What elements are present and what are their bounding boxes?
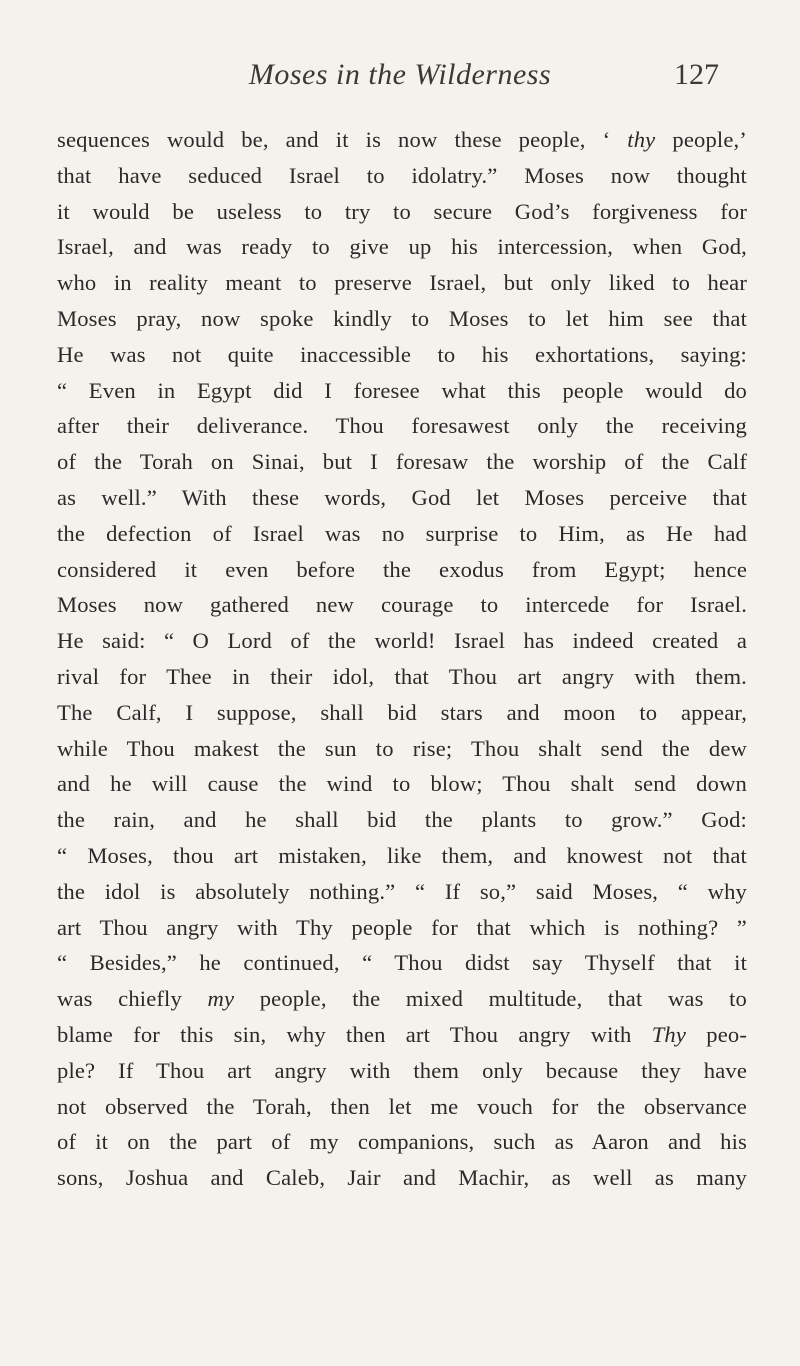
text-line: Moses now gathered new courage to intercede for Israel. xyxy=(57,592,747,618)
text-line: of the Torah on Sinai, but I foresaw the worship of the Calf xyxy=(57,449,747,475)
text-line: the idol is absolutely nothing.” “ If so,” said Moses, “ why xyxy=(57,878,747,904)
text-line: not observed the Torah, then let me vouch for the observance xyxy=(57,1093,747,1119)
text-line: was chiefly my people, the mixed multitude, that was to xyxy=(57,986,747,1012)
text-line: He was not quite inaccessible to his exhortations, saying: xyxy=(57,341,747,367)
text-line: sequences would be, and it is now these people, ‘ thy people,’ xyxy=(57,127,747,152)
text-line: considered it even before the exodus from Egypt; hence xyxy=(57,556,747,582)
text-line: “ Besides,” he continued, “ Thou didst say Thyself that it xyxy=(57,950,747,976)
page-number: 127 xyxy=(674,58,719,91)
text-line: the rain, and he shall bid the plants to grow.” God: xyxy=(57,807,747,833)
text-line: “ Moses, thou art mistaken, like them, and knowest not that xyxy=(57,842,747,868)
text-line: sons, Joshua and Caleb, Jair and Machir, as well as many xyxy=(57,1165,747,1191)
text-line: of it on the part of my companions, such as Aaron and his xyxy=(57,1129,747,1155)
text-line: that have seduced Israel to idolatry.” Moses now thought xyxy=(57,162,747,188)
text-line: while Thou makest the sun to rise; Thou shalt send the dew xyxy=(57,735,747,761)
text-line: blame for this sin, why then art Thou angry with Thy peo- xyxy=(57,1021,748,1047)
text-line: the defection of Israel was no surprise to Him, as He had xyxy=(57,520,747,546)
text-line: and he will cause the wind to blow; Thou shalt send down xyxy=(57,771,747,797)
running-header-title: Moses in the Wilderness xyxy=(248,58,552,91)
body-text xyxy=(57,122,747,1196)
text-line: art Thou angry with Thy people for that which is nothing? ” xyxy=(57,914,747,940)
text-line: He said: “ O Lord of the world! Israel has indeed created a xyxy=(57,628,747,654)
text-line: as well.” With these words, God let Moses perceive that xyxy=(57,484,747,510)
text-line: it would be useless to try to secure God’s forgiveness for xyxy=(57,198,747,224)
text-line: after their deliverance. Thou foresawest only the receiving xyxy=(57,413,747,439)
text-line: Moses pray, now spoke kindly to Moses to let him see that xyxy=(57,305,747,331)
text-line: “ Even in Egypt did I foresee what this people would do xyxy=(57,377,747,403)
text-line: ple? If Thou art angry with them only because they have xyxy=(57,1057,747,1083)
text-line: rival for Thee in their idol, that Thou art angry with them. xyxy=(57,663,747,689)
text-line: who in reality meant to preserve Israel, but only liked to hear xyxy=(57,270,747,296)
text-line: Israel, and was ready to give up his intercession, when God, xyxy=(57,234,747,260)
text-line: The Calf, I suppose, shall bid stars and moon to appear, xyxy=(57,699,747,725)
running-header xyxy=(0,58,800,102)
